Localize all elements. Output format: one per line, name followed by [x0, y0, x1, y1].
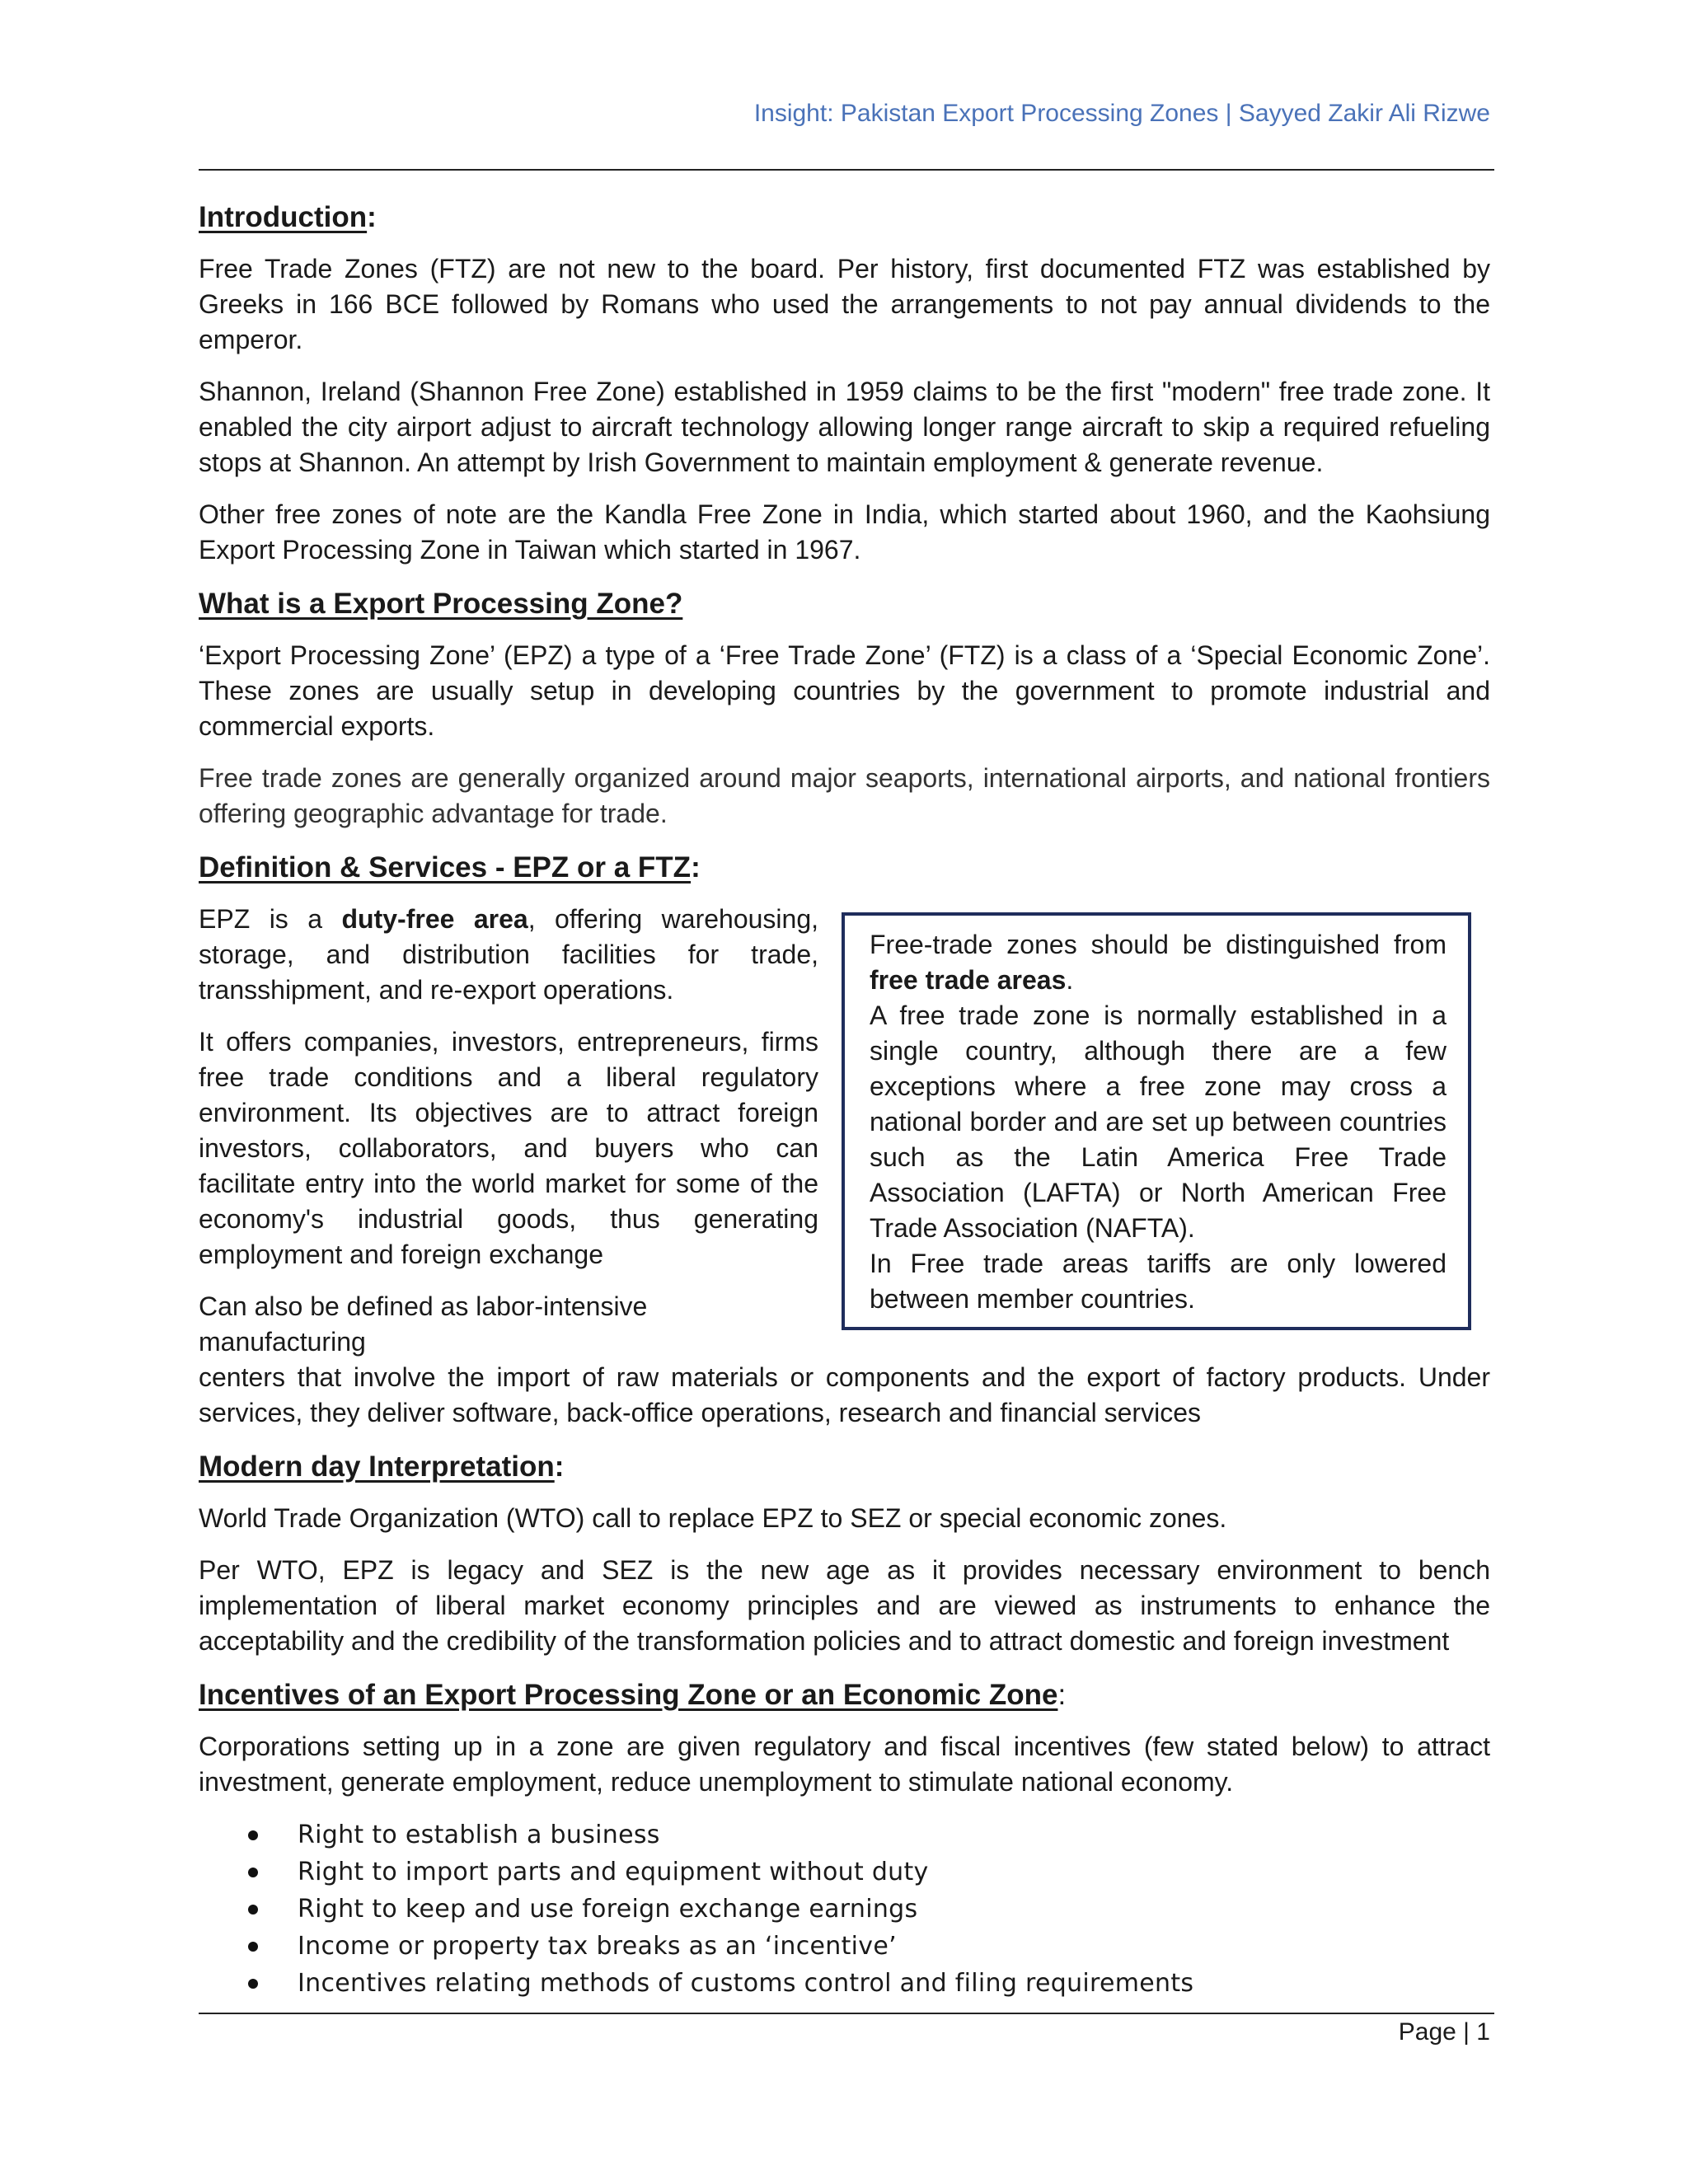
incentives-list — [199, 1816, 1490, 2002]
callout-box — [842, 912, 1471, 1330]
list-item: Right to establish a business — [248, 1816, 1490, 1854]
definition-paragraph-3-start: Can also be defined as labor-intensive manufacturing — [199, 1291, 648, 1357]
heading-incentives: Incentives of an Export Processing Zone or an Economic Zone: — [199, 1679, 1067, 1711]
list-item: Right to keep and use foreign exchange earnings — [248, 1891, 1490, 1928]
intro-paragraph-3: Other free zones of note are the Kandla Free Zone in India, which started about 1960, and the Kaohsiung Export Processing Zone in Taiwan which started in 1967. — [199, 499, 1490, 565]
callout-line-3: In Free trade areas tariffs are only lowered between member countries. — [870, 1249, 1447, 1314]
what-paragraph-1: ‘Export Processing Zone’ (EPZ) a type of a ‘Free Trade Zone’ (FTZ) is a class of a ‘Special Economic Zone’. These zones are usually setup in developing countries by the government to promote industrial and commercial exports. — [199, 640, 1490, 741]
bullet-icon — [248, 1905, 258, 1915]
heading-definition: Definition & Services - EPZ or a FTZ: — [199, 851, 701, 883]
section-definition — [199, 848, 1490, 1431]
footer-rule — [199, 2013, 1494, 2014]
intro-paragraph-1: Free Trade Zones (FTZ) are not new to the board. Per history, first documented FTZ was established by Greeks in 166 BCE followed by Romans who used the arrangements to not pay annual dividends to the emperor. — [199, 254, 1490, 354]
what-paragraph-2: Free trade zones are generally organized around major seaports, international airports, and national frontiers offering geographic advantage for trade. — [199, 763, 1490, 828]
definition-paragraph-3-rest: centers that involve the import of raw materials or components and the export of factory products. Under services, they deliver software, back-office operations, research and financial services — [199, 1362, 1490, 1427]
heading-introduction: Introduction: — [199, 201, 377, 233]
bullet-icon — [248, 1979, 258, 1989]
callout-line-1: Free-trade zones should be distinguished from free trade areas. — [870, 930, 1447, 995]
section-incentives — [199, 1675, 1490, 2002]
definition-paragraph-2: It offers companies, investors, entrepreneurs, firms free trade conditions and a liberal regulatory environment. Its objectives are to attract foreign investors, collaborators, and buyers who can facilitate entry into the world market for some of the economy's industrial goods, thus generating employment and foreign exchange — [199, 1027, 818, 1269]
bullet-icon — [248, 1868, 258, 1877]
callout-line-2: A free trade zone is normally established in a single country, although there are a few exceptions where a free zone may cross a national border and are set up between countries such as the Latin America Free Trade Association (LAFTA) or North American Free Trade Association (NAFTA). — [870, 1001, 1447, 1243]
page-number: Page | 1 — [1398, 2018, 1490, 2046]
modern-paragraph-1: World Trade Organization (WTO) call to replace EPZ to SEZ or special economic zones. — [199, 1503, 1227, 1533]
list-item: Incentives relating methods of customs control and filing requirements — [248, 1965, 1490, 2002]
heading-what-is-epz: What is a Export Processing Zone? — [199, 588, 683, 620]
intro-paragraph-2: Shannon, Ireland (Shannon Free Zone) established in 1959 claims to be the first "modern" free trade zone. It enabled the city airport adjust to aircraft technology allowing longer range aircraft to skip a required refueling stops at Shannon. An attempt by Irish Government to maintain employment & generate revenue. — [199, 377, 1490, 477]
heading-modern: Modern day Interpretation: — [199, 1451, 565, 1483]
list-item: Right to import parts and equipment without duty — [248, 1854, 1490, 1891]
bullet-icon — [248, 1942, 258, 1952]
section-introduction — [199, 198, 1490, 568]
header-rule — [199, 169, 1494, 171]
incentives-paragraph-1: Corporations setting up in a zone are given regulatory and fiscal incentives (few stated below) to attract investment, generate employment, reduce unemployment to stimulate national economy. — [199, 1732, 1490, 1797]
section-modern — [199, 1447, 1490, 1659]
modern-paragraph-2: Per WTO, EPZ is legacy and SEZ is the new age as it provides necessary environment to bench implementation of liberal market economy principles and are viewed as instruments to enhance the acceptability and the credibility of the transformation policies and to attract domestic and foreign investment — [199, 1555, 1490, 1656]
definition-paragraph-1: EPZ is a duty-free area, offering warehousing, storage, and distribution facilities for trade, transshipment, and re-export operations. — [199, 904, 818, 1005]
page-header: Insight: Pakistan Export Processing Zones | Sayyed Zakir Ali Rizwe — [753, 100, 1490, 127]
list-item: Income or property tax breaks as an ‘incentive’ — [248, 1928, 1490, 1965]
document-body — [199, 198, 1490, 2002]
bullet-icon — [248, 1830, 258, 1840]
section-what-is-epz — [199, 584, 1490, 832]
